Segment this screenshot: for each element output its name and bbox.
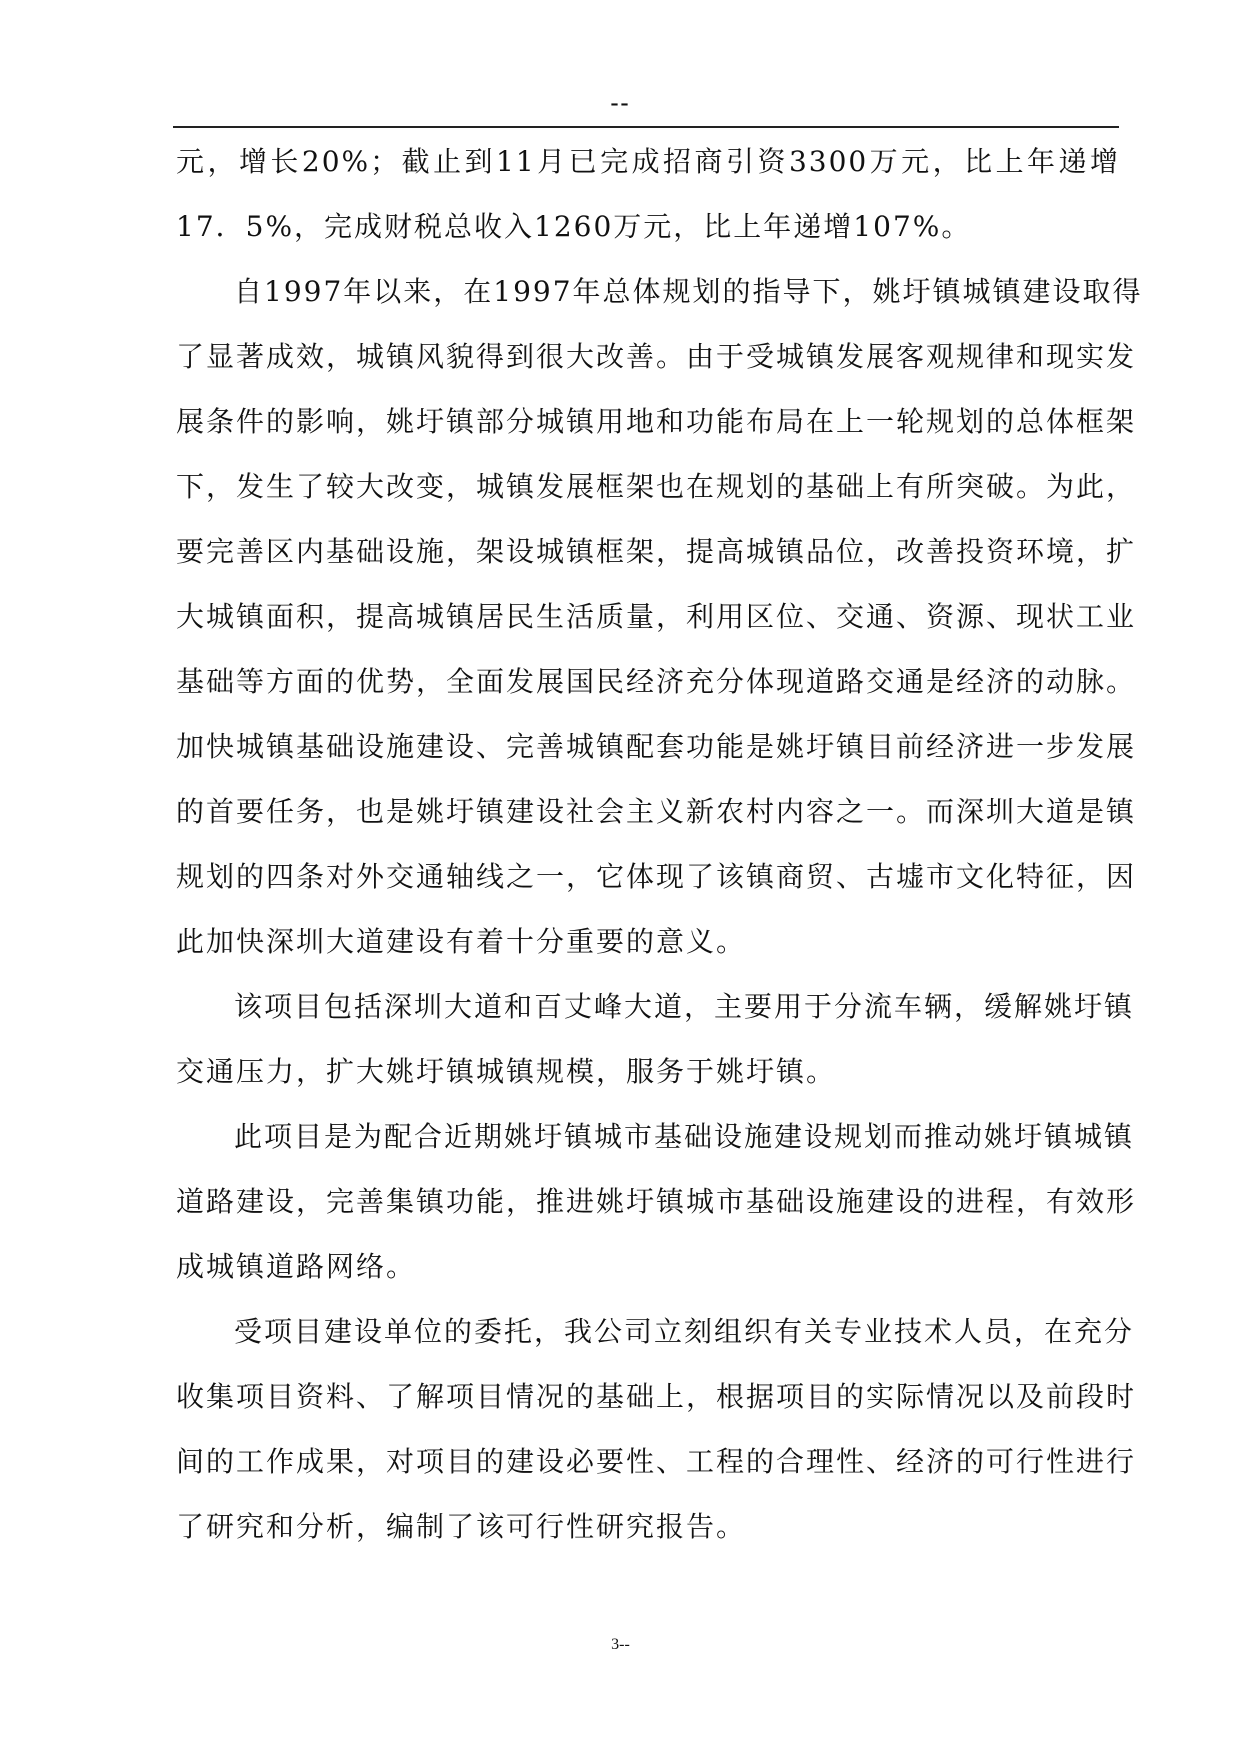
text-line: 了研究和分析，编制了该可行性研究报告。 [176, 1510, 747, 1543]
paragraph [176, 1111, 1137, 1306]
text-line: 要完善区内基础设施，架设城镇框架，提高城镇品位，改善投资环境，扩 [176, 535, 1137, 568]
text-line: 收集项目资料、了解项目情况的基础上，根据项目的实际情况以及前段时 [176, 1380, 1137, 1413]
text-line: 该项目包括深圳大道和百丈峰大道，主要用于分流车辆，缓解姚圩镇 [234, 990, 1135, 1023]
paragraph [176, 1306, 1137, 1566]
text-line: 大城镇面积，提高城镇居民生活质量，利用区位、交通、资源、现状工业 [176, 600, 1137, 633]
text-line: 间的工作成果，对项目的建设必要性、工程的合理性、经济的可行性进行 [176, 1445, 1137, 1478]
paragraph [176, 136, 1120, 266]
text-line: 17．5%，完成财税总收入1260万元，比上年递增107%。 [176, 210, 972, 243]
document-body [176, 136, 1143, 1566]
text-line: 成城镇道路网络。 [176, 1250, 417, 1283]
text-line: 的首要任务，也是姚圩镇建设社会主义新农村内容之一。而深圳大道是镇 [176, 795, 1137, 828]
text-line: 元，增长20%；截止到11月已完成招商引资3300万元，比上年递增 [176, 145, 1120, 178]
text-line: 自1997年以来，在1997年总体规划的指导下，姚圩镇城镇建设取得 [234, 275, 1143, 308]
paragraph [176, 981, 1135, 1111]
text-line: 展条件的影响，姚圩镇部分城镇用地和功能布局在上一轮规划的总体框架 [176, 405, 1137, 438]
page-header-mark: -- [610, 90, 631, 116]
header-rule [173, 126, 1119, 128]
paragraph [176, 266, 1143, 981]
text-line: 加快城镇基础设施建设、完善城镇配套功能是姚圩镇目前经济进一步发展 [176, 730, 1137, 763]
text-line: 受项目建设单位的委托，我公司立刻组织有关专业技术人员，在充分 [234, 1315, 1135, 1348]
text-line: 此项目是为配合近期姚圩镇城市基础设施建设规划而推动姚圩镇城镇 [234, 1120, 1135, 1153]
page-number: 3-- [611, 1636, 630, 1653]
text-line: 交通压力，扩大姚圩镇城镇规模，服务于姚圩镇。 [176, 1055, 837, 1088]
text-line: 了显著成效，城镇风貌得到很大改善。由于受城镇发展客观规律和现实发 [176, 340, 1137, 373]
text-line: 规划的四条对外交通轴线之一，它体现了该镇商贸、古墟市文化特征，因 [176, 860, 1137, 893]
text-line: 道路建设，完善集镇功能，推进姚圩镇城市基础设施建设的进程，有效形 [176, 1185, 1137, 1218]
text-line: 此加快深圳大道建设有着十分重要的意义。 [176, 925, 747, 958]
text-line: 下，发生了较大改变，城镇发展框架也在规划的基础上有所突破。为此， [176, 470, 1137, 503]
text-line: 基础等方面的优势，全面发展国民经济充分体现道路交通是经济的动脉。 [176, 665, 1137, 698]
